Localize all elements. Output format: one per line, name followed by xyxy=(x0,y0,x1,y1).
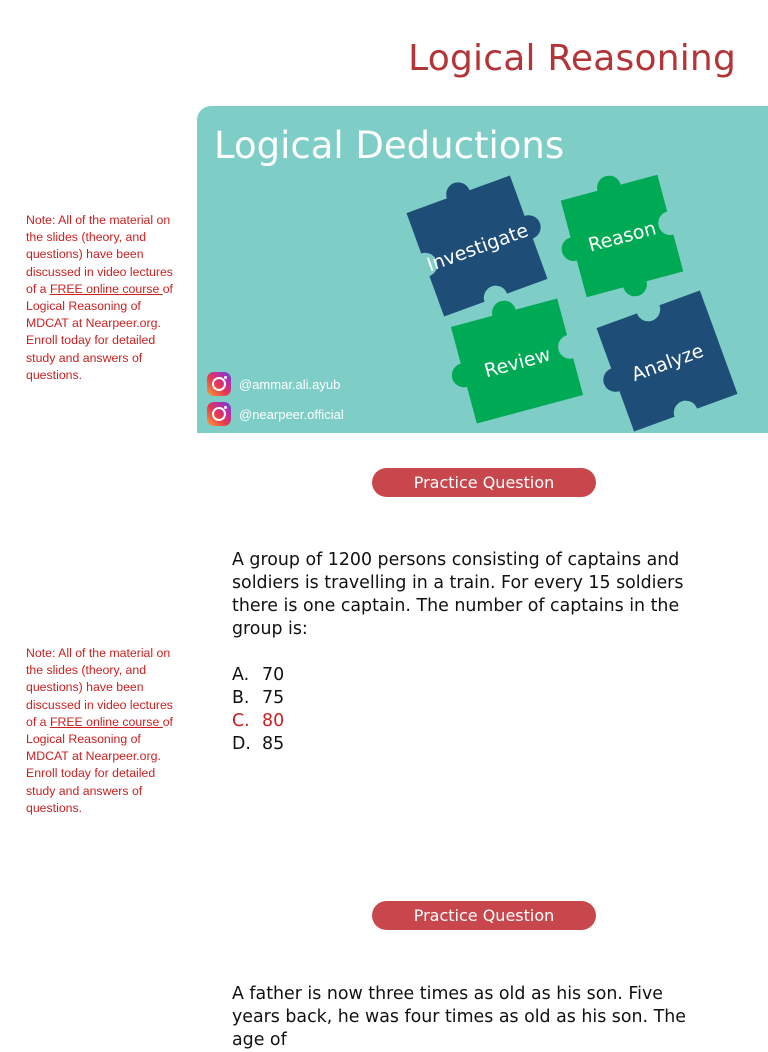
question-1-options xyxy=(232,664,284,756)
course-note-2 xyxy=(26,645,176,817)
option-c[interactable] xyxy=(232,710,284,733)
instagram-icon xyxy=(207,372,231,396)
option-a[interactable] xyxy=(232,664,284,687)
course-note xyxy=(26,212,176,384)
piece-label-analyze: Analyze xyxy=(628,339,707,387)
option-value: 80 xyxy=(262,711,285,731)
piece-label-review: Review xyxy=(481,343,554,383)
social-instagram-2[interactable] xyxy=(207,402,344,426)
question-2-text: A father is now three times as old as his son. Five years back, he was four times as old as his son. The age of xyxy=(232,984,686,1050)
option-key: C. xyxy=(232,711,250,731)
option-key: D. xyxy=(232,734,251,754)
question-1-text: A group of 1200 persons consisting of captains and soldiers is travelling in a train. For every 15 soldiers there is one captain. The number of captains in the group is: xyxy=(232,550,684,639)
option-key: B. xyxy=(232,688,250,708)
free-course-link[interactable]: FREE online course xyxy=(49,281,163,296)
social-instagram-1[interactable] xyxy=(207,372,340,396)
instagram-icon xyxy=(207,402,231,426)
page-title: Logical Reasoning xyxy=(408,38,736,79)
note-text: Note: All of the material on the slides (theory, and questions) have been discussed in video lectures of a xyxy=(26,213,173,296)
banner xyxy=(197,106,768,433)
option-d[interactable] xyxy=(232,733,284,756)
option-b[interactable] xyxy=(232,687,284,710)
free-course-link[interactable]: FREE online course xyxy=(49,714,163,729)
practice-question-badge: Practice Question xyxy=(372,468,596,497)
note-text: Note: All of the material on the slides (theory, and questions) have been discussed in video lectures of a xyxy=(26,646,173,729)
practice-question-badge-2: Practice Question xyxy=(372,901,596,930)
piece-label-reason: Reason xyxy=(585,217,659,257)
option-key: A. xyxy=(232,665,250,685)
option-value: 70 xyxy=(262,665,285,685)
option-value: 75 xyxy=(262,688,285,708)
note-text-end: of Logical Reasoning of MDCAT at Nearpeer.org. Enroll today for detailed study and answers of questions. xyxy=(26,281,173,382)
banner-title: Logical Deductions xyxy=(214,124,565,167)
note-text-end: of Logical Reasoning of MDCAT at Nearpeer.org. Enroll today for detailed study and answers of questions. xyxy=(26,714,173,815)
piece-label-investigate: Investigate xyxy=(424,219,532,277)
social-handle: @nearpeer.official xyxy=(239,406,344,422)
option-value: 85 xyxy=(262,734,285,754)
social-handle: @ammar.ali.ayub xyxy=(239,376,341,392)
